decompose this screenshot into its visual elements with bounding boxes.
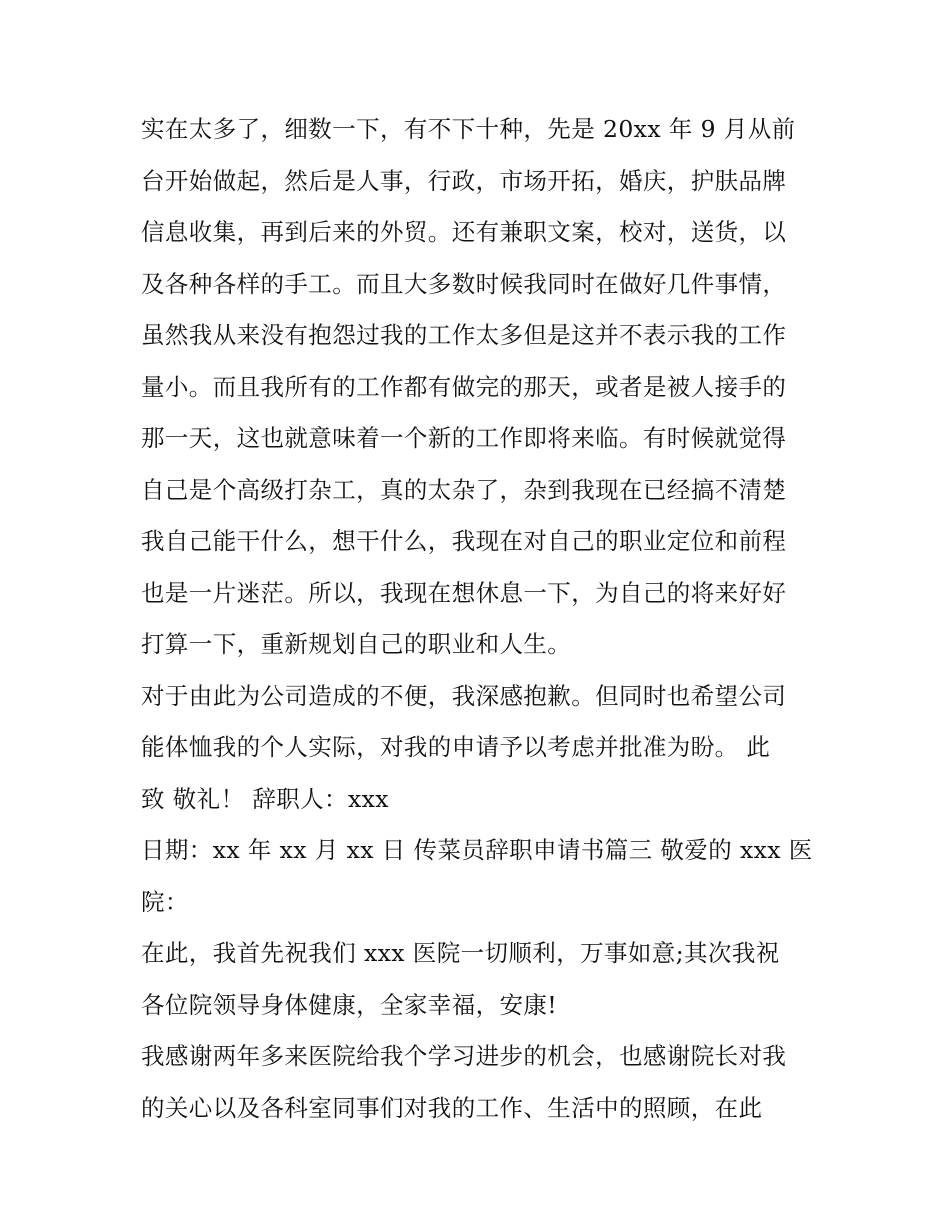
text-line: 也是一片迷茫。所以，我现在想休息一下，为自己的将来好好 <box>141 578 787 607</box>
text-line: 打算一下，重新规划自己的职业和人生。 <box>141 630 572 658</box>
text-line: 在此，我首先祝我们 xxx 医院一切顺利，万事如意;其次我祝 <box>141 939 780 967</box>
text-line: 的关心以及各科室同事们对我的工作、生活中的照顾，在此 <box>141 1093 763 1122</box>
document-body <box>141 104 821 1134</box>
text-line: 信息收集，再到后来的外贸。还有兼职文案，校对，送货，以 <box>141 218 787 246</box>
text-line: 量小。而且我所有的工作都有做完的那天，或者是被人接手的 <box>141 372 787 401</box>
text-line: 日期：xx 年 xx 月 xx 日 传菜员辞职申请书篇三 敬爱的 xxx 医 <box>141 836 813 864</box>
text-line: 那一天，这也就意味着一个新的工作即将来临。有时候就觉得 <box>141 424 787 452</box>
text-line: 我感谢两年多来医院给我个学习进步的机会，也感谢院长对我 <box>141 1042 787 1070</box>
text-line: 致 敬礼！ 辞职人：xxx <box>141 784 389 813</box>
text-line: 对于由此为公司造成的不便，我深感抱歉。但同时也希望公司 <box>141 681 787 710</box>
text-line: 及各种各样的手工。而且大多数时候我同时在做好几件事情， <box>141 269 787 298</box>
text-line: 实在太多了，细数一下，有不下十种，先是 20xx 年 9 月从前 <box>141 115 796 143</box>
text-line: 各位院领导身体健康，全家幸福，安康! <box>141 990 558 1019</box>
text-line: 虽然我从来没有抱怨过我的工作太多但是这并不表示我的工作 <box>141 321 787 349</box>
text-line: 自己是个高级打杂工，真的太杂了，杂到我现在已经搞不清楚 <box>141 475 787 504</box>
text-line: 能体恤我的个人实际，对我的申请予以考虑并批准为盼。 此 <box>141 733 771 761</box>
text-line: 我自己能干什么，想干什么，我现在对自己的职业定位和前程 <box>141 527 787 555</box>
text-line: 台开始做起，然后是人事，行政，市场开拓，婚庆，护肤品牌 <box>141 166 787 195</box>
text-line: 院： <box>141 887 189 916</box>
